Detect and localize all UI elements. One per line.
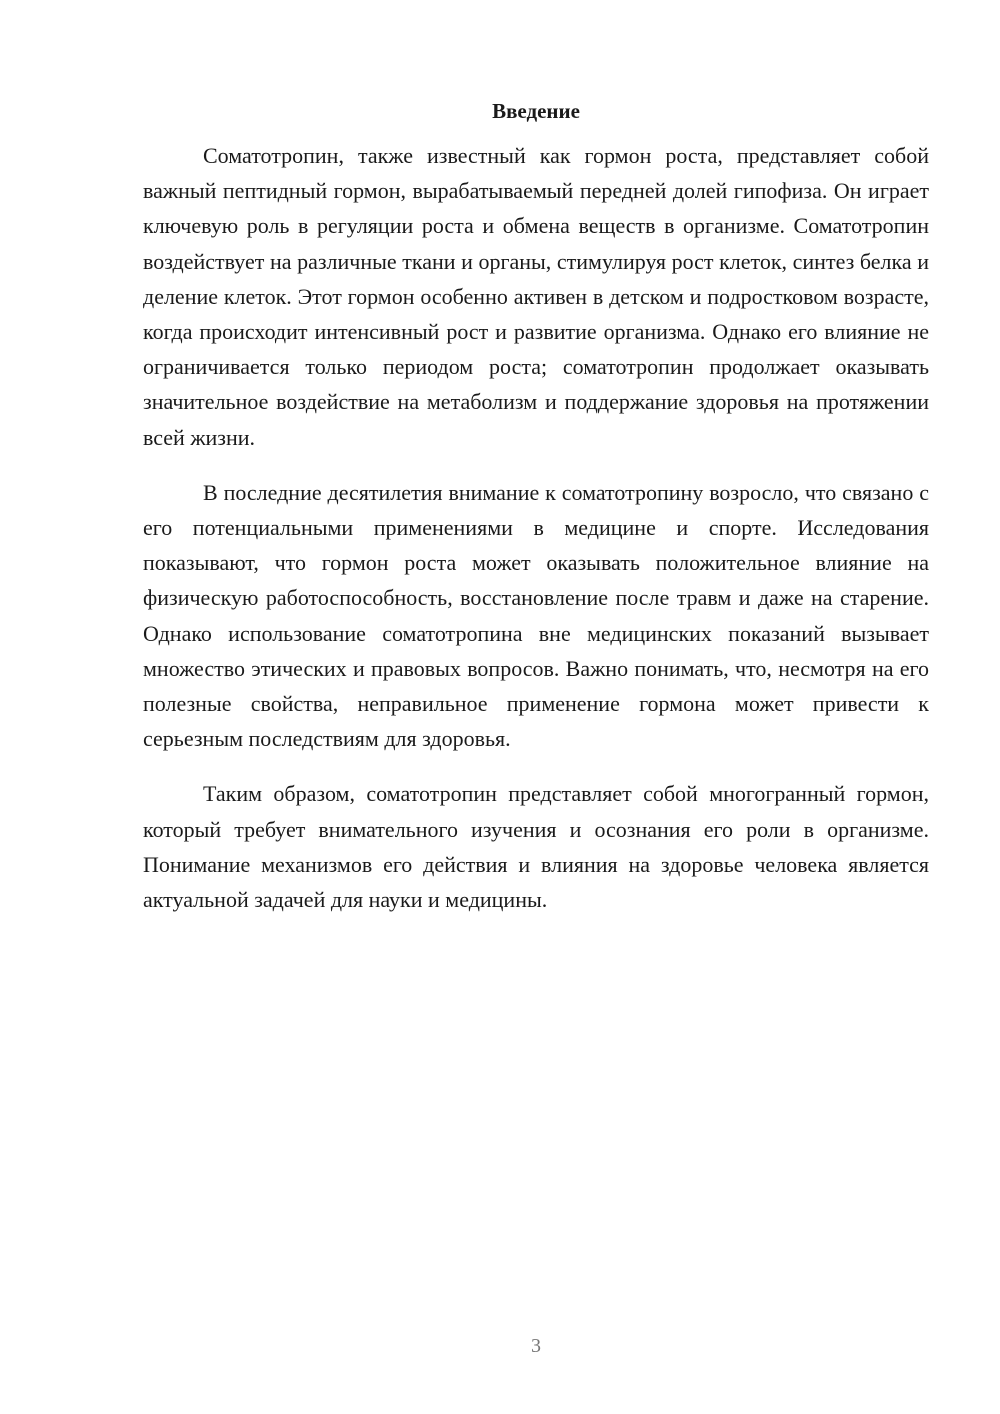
paragraph-1: Соматотропин, также известный как гормон роста, представляет собой важный пептидный гормон, вырабатываемый передней долей гипофиза. Он играет ключевую роль в регуляции роста и обмена веществ в организме. Соматотропин воздействует на различные ткани и органы, стимулируя рост клеток, синтез белка и деление клеток. Этот гормон особенно активен в детском и подростковом возрасте, когда происходит интенсивный рост и развитие организма. Однако его влияние не ограничивается только периодом роста; соматотропин продолжает оказывать значительное воздействие на метаболизм и поддержание здоровья на протяжении всей жизни. xyxy=(143,143,929,450)
page-number: 3 xyxy=(531,1335,541,1357)
paragraph-3: Таким образом, соматотропин представляет собой многогранный гормон, который требует внимательного изучения и осознания его роли в организме. Понимание механизмов его действия и влияния на здоровье человека является актуальной задачей для науки и медицины. xyxy=(143,781,929,913)
paragraph-2: В последние десятилетия внимание к соматотропину возросло, что связано с его потенциальными применениями в медицине и спорте. Исследования показывают, что гормон роста может оказывать положительное влияние на физическую работоспособность, восстановление после травм и даже на старение. Однако использование соматотропина вне медицинских показаний вызывает множество этических и правовых вопросов. Важно понимать, что, несмотря на его полезные свойства, неправильное применение гормона может привести к серьезным последствиям для здоровья. xyxy=(143,479,929,752)
section-heading: Введение xyxy=(492,99,580,123)
page-content xyxy=(143,96,929,937)
